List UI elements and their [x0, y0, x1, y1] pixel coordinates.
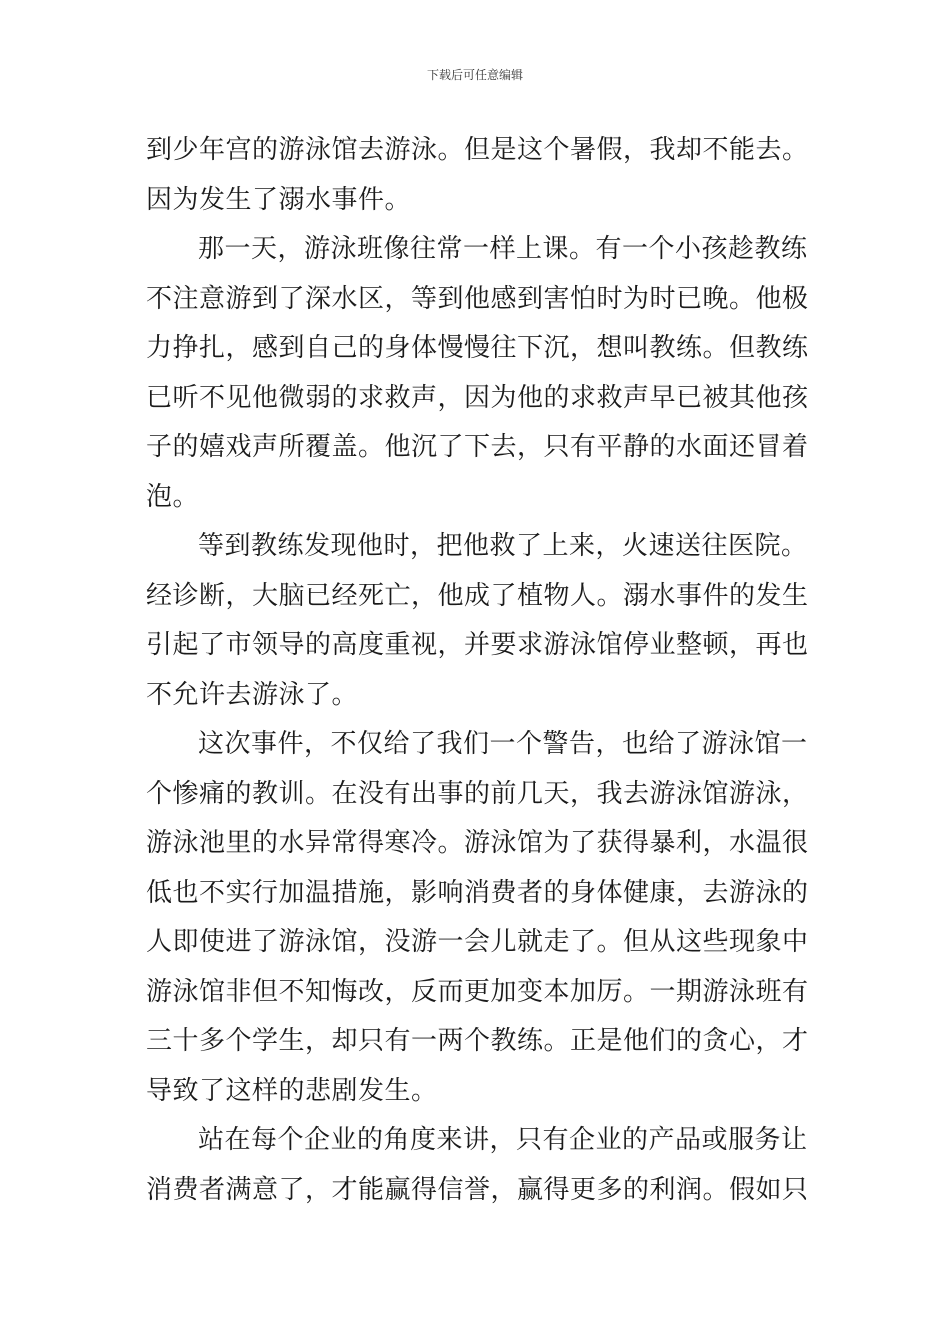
text-line: 个惨痛的教训。在没有出事的前几天，我去游泳馆游泳，	[146, 778, 809, 809]
text-line: 消费者满意了，才能赢得信誉，赢得更多的利润。假如只	[146, 1174, 809, 1205]
text-line: 力挣扎，感到自己的身体慢慢往下沉，想叫教练。但教练	[146, 333, 809, 363]
text-line: 游泳馆非但不知悔改，反而更加变本加厉。一期游泳班有	[146, 976, 809, 1007]
text-line: 引起了市领导的高度重视，并要求游泳馆停业整顿，再也	[146, 630, 809, 660]
text-line: 低也不实行加温措施，影响消费者的身体健康，去游泳的	[146, 877, 809, 908]
text-line: 游泳池里的水异常得寒冷。游泳馆为了获得暴利，水温很	[146, 828, 809, 858]
paragraph-first-line: 这次事件，不仅给了我们一个警告，也给了游泳馆一	[198, 729, 808, 759]
text-line: 已听不见他微弱的求救声，因为他的求救声早已被其他孩	[146, 382, 809, 413]
paragraph-first-line: 那一天，游泳班像往常一样上课。有一个小孩趁教练	[198, 234, 808, 264]
text-line: 泡。	[146, 481, 200, 512]
page-header: 下载后可任意编辑	[426, 68, 523, 82]
text-line: 三十多个学生，却只有一两个教练。正是他们的贪心，才	[146, 1026, 809, 1056]
paragraph-first-line: 等到教练发现他时，把他救了上来，火速送往医院。	[198, 531, 808, 561]
text-line: 导致了这样的悲剧发生。	[146, 1075, 438, 1106]
text-line: 因为发生了溺水事件。	[146, 184, 412, 215]
text-line: 不允许去游泳了。	[146, 679, 359, 710]
document-body	[146, 126, 808, 1215]
text-line: 经诊断，大脑已经死亡，他成了植物人。溺水事件的发生	[146, 580, 809, 611]
text-line: 子的嬉戏声所覆盖。他沉了下去，只有平静的水面还冒着	[146, 432, 809, 462]
text-line: 不注意游到了深水区，等到他感到害怕时为时已晚。他极	[146, 283, 809, 314]
text-line: 到少年宫的游泳馆去游泳。但是这个暑假，我却不能去。	[146, 135, 809, 165]
paragraph-first-line: 站在每个企业的角度来讲，只有企业的产品或服务让	[198, 1125, 808, 1155]
text-line: 人即使进了游泳馆，没游一会儿就走了。但从这些现象中	[146, 927, 809, 957]
